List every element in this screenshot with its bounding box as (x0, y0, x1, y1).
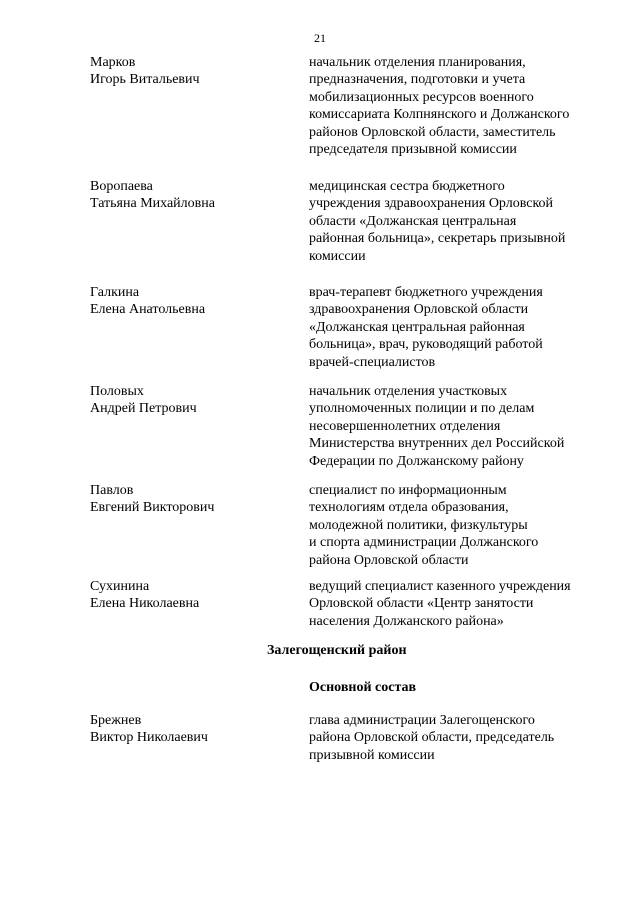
member-name (90, 383, 290, 418)
role-line: предназначения, подготовки и учета (309, 72, 526, 88)
role-line: начальник отделения планирования, (309, 55, 526, 70)
role-line: уполномоченных полиции и по делам (309, 401, 535, 417)
role-line: и спорта администрации Должанского (309, 535, 539, 551)
role-line: начальник отделения участковых (309, 384, 508, 399)
role-line: района Орловской области, председатель (309, 730, 555, 746)
member-surname: Павлов (90, 483, 134, 498)
role-line: врачей-специалистов (309, 354, 436, 370)
member-name (90, 178, 290, 213)
page-number: 21 (314, 31, 326, 45)
role-line: ведущий специалист казенного учреждения (309, 579, 571, 594)
role-line: комиссариата Колпнянского и Должанского (309, 107, 570, 123)
role-line: призывной комиссии (309, 747, 435, 763)
member-surname: Сухинина (90, 579, 150, 594)
role-line: района Орловской области (309, 552, 469, 568)
role-line: медицинская сестра бюджетного (309, 179, 505, 194)
role-line: учреждения здравоохранения Орловской (309, 196, 554, 212)
member-surname: Галкина (90, 285, 140, 300)
member-surname: Брежнев (90, 713, 142, 728)
member-role (309, 712, 609, 764)
role-line: районная больница», секретарь призывной (309, 231, 566, 247)
role-line: мобилизационных ресурсов военного (309, 89, 534, 105)
member-name (90, 284, 290, 319)
role-line: Федерации по Должанскому району (309, 453, 524, 469)
member-role (309, 383, 609, 470)
member-role (309, 578, 609, 630)
member-surname: Воропаева (90, 179, 153, 194)
role-line: Министерства внутренних дел Российской (309, 436, 565, 452)
member-name (90, 578, 290, 613)
role-line: технологиям отдела образования, (309, 500, 509, 516)
role-line: комиссии (309, 248, 366, 264)
member-role (309, 284, 609, 371)
role-line: глава администрации Залегощенского (309, 713, 535, 728)
member-given-names: Игорь Витальевич (90, 72, 200, 88)
member-given-names: Андрей Петрович (90, 401, 197, 417)
role-line: врач-терапевт бюджетного учреждения (309, 285, 543, 300)
role-line: Орловской области «Центр занятости (309, 596, 534, 612)
member-given-names: Евгений Викторович (90, 500, 215, 516)
role-line: «Должанская центральная районная (309, 319, 525, 335)
composition-heading: Основной состав (309, 680, 417, 695)
role-line: специалист по информационным (309, 483, 507, 498)
member-role (309, 54, 609, 158)
member-given-names: Виктор Николаевич (90, 730, 208, 746)
member-given-names: Елена Николаевна (90, 596, 200, 612)
member-name (90, 54, 290, 89)
member-given-names: Елена Анатольевна (90, 302, 206, 318)
role-line: области «Должанская центральная (309, 213, 517, 229)
member-given-names: Татьяна Михайловна (90, 196, 215, 212)
role-line: молодежной политики, физкультуры (309, 517, 528, 533)
role-line: здравоохранения Орловской области (309, 302, 529, 318)
member-role (309, 178, 609, 265)
member-role (309, 482, 609, 569)
role-line: несовершеннолетних отделения (309, 418, 501, 434)
role-line: населения Должанского района» (309, 613, 504, 629)
member-surname: Марков (90, 55, 136, 70)
member-surname: Половых (90, 384, 144, 399)
role-line: председателя призывной комиссии (309, 142, 517, 158)
district-heading: Залегощенский район (267, 643, 407, 658)
role-line: районов Орловской области, заместитель (309, 124, 556, 140)
role-line: больница», врач, руководящий работой (309, 337, 543, 353)
member-name (90, 712, 290, 747)
member-name (90, 482, 290, 517)
